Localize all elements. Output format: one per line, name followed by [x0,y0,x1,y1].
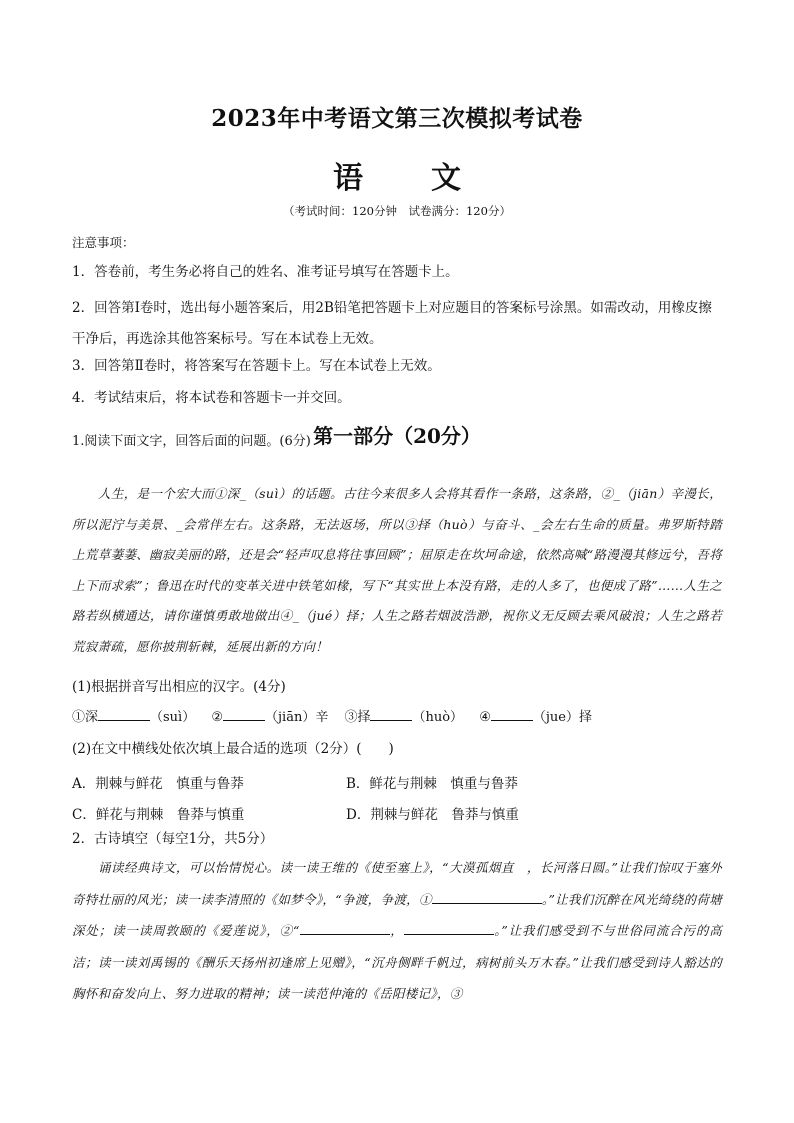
question-2-prompt: 2．古诗填空（每空1分，共5分） [72,831,274,847]
fill-item-1: ①深 （suì） [72,710,196,725]
question-1-prompt: 1.阅读下面文字，回答后面的问题。(6分) [72,434,311,449]
exam-info: （考试时间：120分钟 试卷满分：120分） [283,204,511,218]
notices-heading: 注意事项： [72,235,135,250]
poem-blank-2a[interactable] [300,922,390,935]
fill-blank[interactable] [370,708,412,721]
fill-item-3: ③择 （huò） [344,710,464,725]
question-1-sub-1: (1)根据拼音写出相应的汉字。(4分) [72,679,286,695]
notice-item-3: 3．回答第Ⅱ卷时，将答案写在答题卡上。写在本试卷上无效。 [72,358,441,374]
question-1-passage: 人生，是一个宏大而①深_（suì）的话题。古往今来很多人会将其看作一条路，这条路，②_（jiān）辛漫长，所以泥泞与美景、_会常伴左右。这条路，无法返场，所以③择（huò）与奋斗、_会左右生命的质量。弗罗斯特踏上荒草萋萋、幽寂美丽的路，还是会“轻声叹息将往事回顾”；屈原走在坎坷命途，依然高喊“路漫漫其修远兮，吾将上下而求索”；鲁迅在时代的变革关进中铁笔如椽，写下“其实世上本没有路，走的人多了，也便成了路”……人生之路若纵横通达，请你谨慎勇敢地做出④_（jué）择；人生之路若烟波浩渺，祝你义无反顾去乘风破浪；人生之路若荒寂萧疏，愿你披荆斩棘，延展出新的方向！ [72,486,722,654]
exam-title: 2023年中考语文第三次模拟考试卷 [211,105,583,132]
fill-blank[interactable] [98,708,150,721]
option-a: A．荆棘与鲜花 慎重与鲁莽 [72,776,244,792]
part-title: 第一部分（20分） [313,424,481,448]
subject-heading [0,153,794,197]
fill-item-4: ④ （jue）择 [479,710,592,725]
fill-blank[interactable] [491,708,533,721]
pinyin-fill-row [72,706,722,725]
notice-item-1: 1．答卷前，考生务必将自己的姓名、准考证号填写在答题卡上。 [72,264,459,280]
subject-char-2: 文 [431,161,461,196]
option-b: B．鲜花与荆棘 慎重与鲁莽 [346,776,518,792]
fill-blank[interactable] [223,708,265,721]
question-2-passage: 诵读经典诗文，可以怡情悦心。读一读王维的《使至塞上》，“大漠孤烟直 ，长河落日圆。”让我们惊叹于塞外奇特壮丽的风光；读一读李清照的《如梦令》，“争渡，争渡，① 。”让我们沉醉在风光绮绕的荷塘深处；读一读周敦颐的《爱莲说》，②“ ， 。”让我们感受到不与世俗同流合污的高洁；读一读刘禹锡的《酬乐天扬州初逢席上见赠》，“沉舟侧畔千帆过，病树前头万木春。”让我们感受到诗人豁达的胸怀和奋发向上、努力进取的精神；读一读范仲淹的《岳阳楼记》，③ [72,860,722,1001]
poem-blank-2b[interactable] [404,922,494,935]
option-c: C．鲜花与荆棘 鲁莽与慎重 [72,807,245,823]
subject-char-1: 语 [333,161,363,196]
option-d: D．荆棘与鲜花 鲁莽与慎重 [346,807,519,823]
question-1-sub-2: (2)在文中横线处依次填上最合适的选项（2分）( ) [72,741,394,757]
poem-blank-1[interactable] [432,891,542,904]
notice-item-4: 4．考试结束后，将本试卷和答题卡一并交回。 [72,390,351,406]
fill-item-2: ② （jiān）辛 [211,710,329,725]
notice-item-2: 2．回答第Ⅰ卷时，选出每小题答案后，用2B铅笔把答题卡上对应题目的答案标号涂黑。如需改动，用橡皮擦干净后，再选涂其他答案标号。写在本试卷上无效。 [72,300,712,347]
